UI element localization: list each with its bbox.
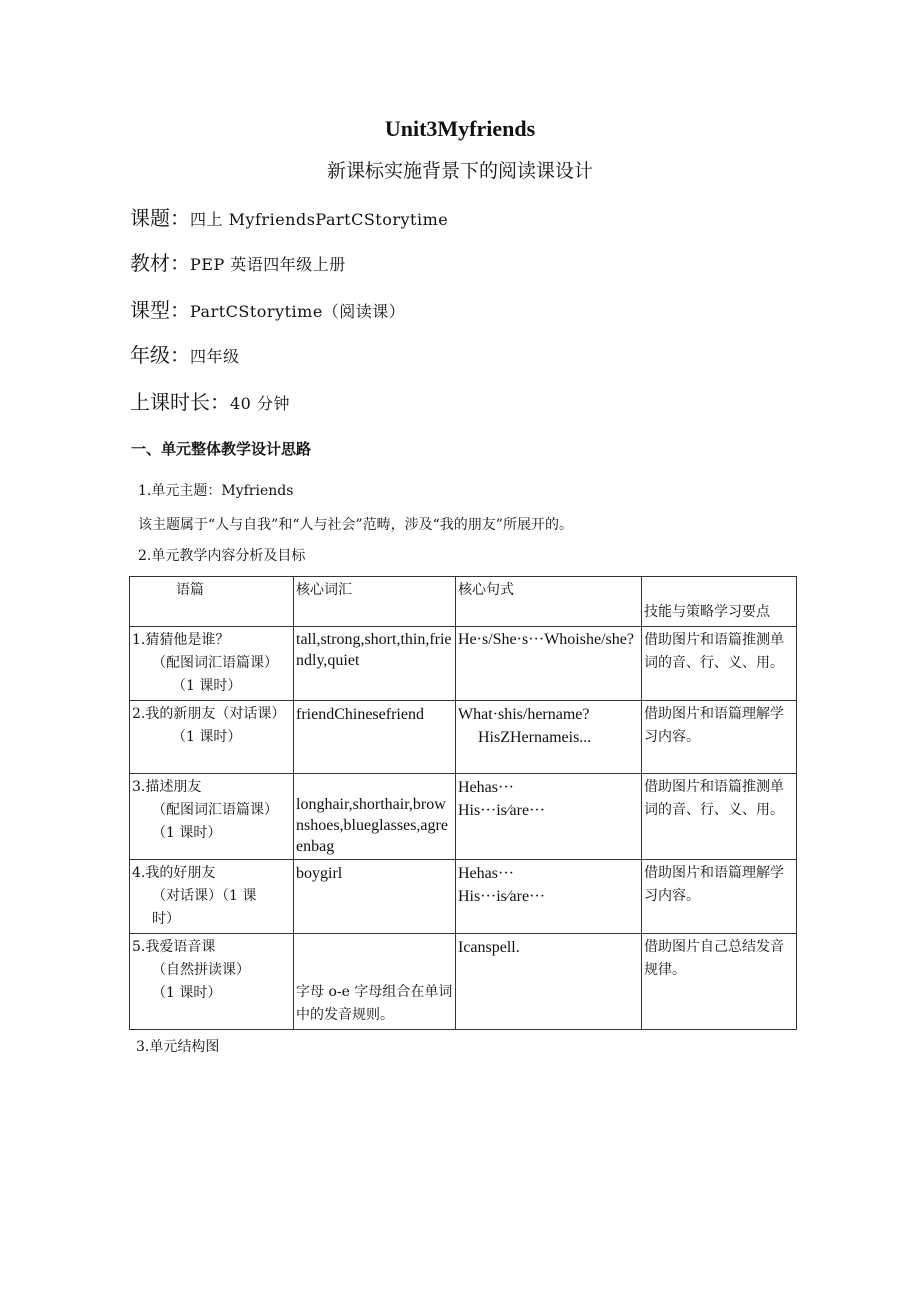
skill-cell: 借助图片和语篇推测单词的音、行、义、用。 bbox=[642, 774, 797, 860]
header-sentence: 核心句式 bbox=[456, 577, 642, 627]
lesson-cell: 2.我的新朋友（对话课） （1 课时） bbox=[130, 701, 294, 774]
table-row bbox=[130, 774, 797, 860]
lesson-cell: 3.描述朋友 （配图词汇语篇课） （1 课时） bbox=[130, 774, 294, 860]
unit-theme-description: 该主题属于“人与自我”和“人与社会”范畴，涉及“我的朋友”所展开的。 bbox=[138, 517, 573, 533]
document-title: Unit3Myfriends bbox=[384, 116, 536, 141]
header-passage: 语篇 bbox=[130, 577, 294, 627]
table-row bbox=[130, 860, 797, 934]
skill-cell: 借助图片自己总结发音规律。 bbox=[642, 934, 797, 1030]
meta-duration: 上课时长：40 分钟 bbox=[130, 390, 290, 414]
vocab-cell: longhair,shorthair,brownshoes,blueglasses,agreenbag bbox=[294, 774, 456, 860]
skill-cell: 借助图片和语篇理解学习内容。 bbox=[642, 701, 797, 774]
sentence-cell: Hehas··· His···is∕are··· bbox=[456, 774, 642, 860]
unit-theme: 1.单元主题：Myfriends bbox=[138, 483, 294, 499]
sentence-cell: Hehas··· His···is∕are··· bbox=[456, 860, 642, 934]
table-row bbox=[130, 934, 797, 1030]
header-skill: 技能与策略学习要点 bbox=[642, 577, 797, 627]
skill-cell: 借助图片和语篇推测单词的音、行、义、用。 bbox=[642, 627, 797, 701]
content-analysis-heading: 2.单元教学内容分析及目标 bbox=[138, 548, 306, 564]
structure-diagram-heading: 3.单元结构图 bbox=[136, 1039, 220, 1055]
sentence-cell: Icanspell. bbox=[456, 934, 642, 1030]
header-vocab: 核心词汇 bbox=[294, 577, 456, 627]
table-row bbox=[130, 627, 797, 701]
meta-lesson-type: 课型：PartCStorytime（阅读课） bbox=[130, 298, 406, 322]
section-heading: 一、单元整体教学设计思路 bbox=[131, 440, 312, 458]
sentence-cell: He·s/She·s···Whoishe/she? bbox=[456, 627, 642, 701]
meta-topic: 课题：四上 MyfriendsPartCStorytime bbox=[130, 206, 449, 230]
vocab-cell: 字母 o-e 字母组合在单词中的发音规则。 bbox=[294, 934, 456, 1030]
vocab-cell: boygirl bbox=[294, 860, 456, 934]
vocab-cell: tall,strong,short,thin,friendly,quiet bbox=[294, 627, 456, 701]
meta-textbook: 教材：PEP 英语四年级上册 bbox=[130, 251, 346, 275]
table-row bbox=[130, 701, 797, 774]
vocab-cell: friendChinesefriend bbox=[294, 701, 456, 774]
document-subtitle: 新课标实施背景下的阅读课设计 bbox=[326, 160, 593, 182]
unit-content-table bbox=[129, 576, 797, 1030]
lesson-cell: 5.我爱语音课 （自然拼读课） （1 课时） bbox=[130, 934, 294, 1030]
lesson-cell: 1.猜猜他是谁？ （配图词汇语篇课） （1 课时） bbox=[130, 627, 294, 701]
lesson-cell: 4.我的好朋友 （对话课）（1 课时） bbox=[130, 860, 294, 934]
skill-cell: 借助图片和语篇理解学习内容。 bbox=[642, 860, 797, 934]
table-header-row bbox=[130, 577, 797, 627]
meta-grade: 年级：四年级 bbox=[130, 343, 240, 367]
sentence-cell: What·shis/hername? HisZHernameis... bbox=[456, 701, 642, 774]
